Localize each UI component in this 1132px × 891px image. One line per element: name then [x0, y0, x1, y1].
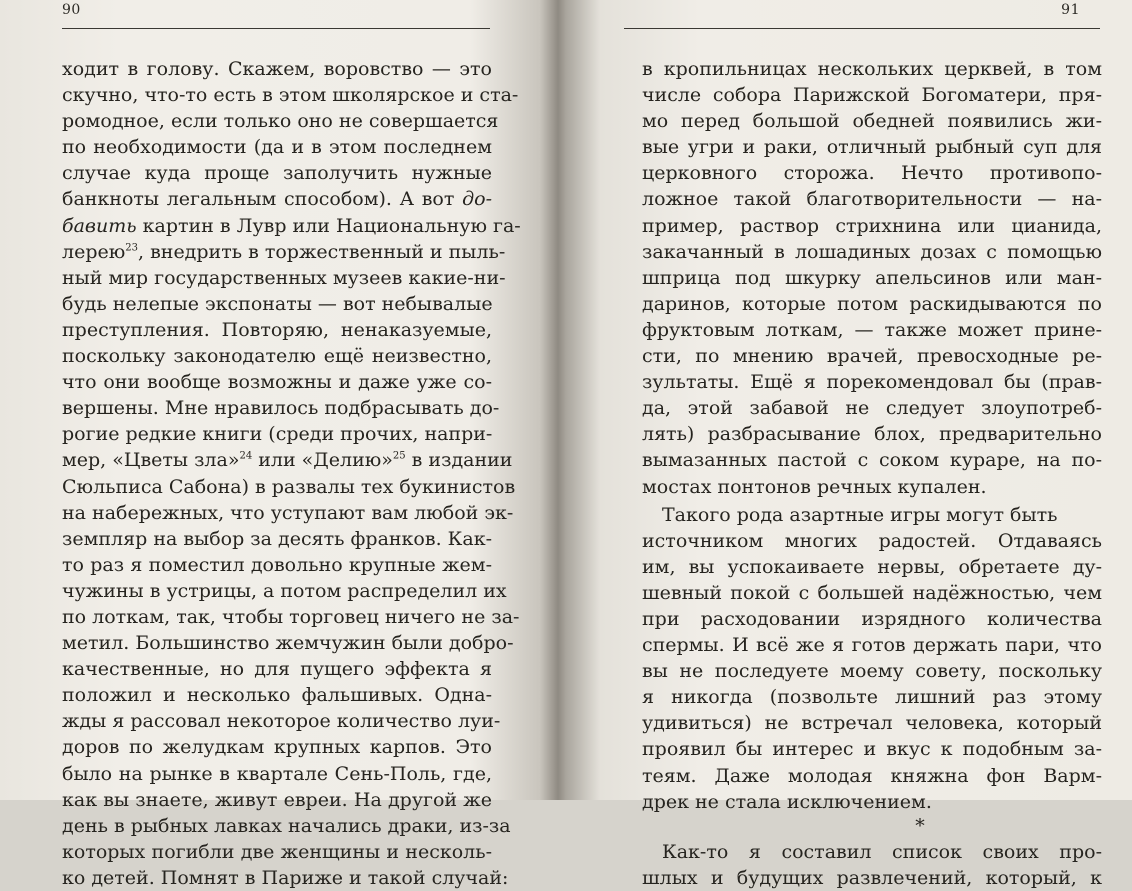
text-line: шевный покой с большей надёжностью, чем	[642, 581, 1102, 604]
text-line: сти, по мнению врачей, превосходные ре-	[642, 345, 1102, 368]
text-line: будь нелепые экспонаты — вот небывалые	[62, 292, 493, 315]
text-line: доров по желудкам крупных карпов. Это	[62, 736, 492, 759]
text-line-with-footnote	[62, 239, 506, 265]
text-line: положил и несколько фальшивых. Однa-	[62, 684, 492, 707]
footnote-ref[interactable]: 23	[125, 242, 138, 254]
text-line: в кропильницах нескольких церквей, в том	[642, 58, 1102, 80]
text-line: качественные, но для пущего эффекта я	[62, 658, 492, 681]
section-separator: *	[915, 814, 925, 837]
right-page	[566, 0, 1132, 889]
text-segment: банкноты легальным способом). А вот	[62, 188, 455, 211]
text-line: я никогда (позвольте лишний раз этому	[642, 686, 1102, 709]
text-segment: лерею	[62, 240, 126, 263]
text-line: да, этой забавой не следует злоупотреб-	[642, 397, 1102, 420]
text-line: вершены. Мне нравилось подбрасывать до-	[62, 397, 500, 420]
text-line: Сюльписа Сабона) в развалы тех букинистов	[62, 475, 516, 498]
text-line: на набережных, что уступают вам любой эк-	[62, 501, 514, 524]
text-line: закачанный в лошадиных дозах с помощью	[642, 240, 1102, 263]
text-line: вы не последуете моему совету, поскольку	[642, 660, 1102, 683]
text-line: зультаты. Ещё я порекомендовал бы (прав-	[642, 371, 1102, 394]
text-line: спермы. И всё же я готов держать пари, что	[642, 634, 1102, 657]
text-line: поскольку законодателю ещё неизвестно,	[62, 345, 492, 368]
text-line: вымазанных пастой с соком кураре, на по-	[642, 449, 1102, 472]
header-rule-left	[62, 28, 490, 29]
text-line: по лоткам, так, чтобы торговец ничего не за-	[62, 605, 520, 628]
text-line: даринов, которые потом раскидываются по	[642, 292, 1102, 315]
footnote-ref[interactable]: 24	[239, 451, 253, 463]
text-segment: картин в Лувр или Национальную га-	[136, 214, 521, 237]
text-line: вые угри и раки, отличный рыбный суп для	[642, 136, 1102, 159]
left-page-text	[62, 56, 521, 891]
emphasized-word: бавить	[62, 214, 137, 237]
text-line: источником многих радостей. Отдаваясь	[642, 529, 1102, 552]
text-line: им, вы успокаиваете нервы, обретаете ду-	[642, 555, 1102, 578]
paragraph-last-line: дрек не стала исключением.	[642, 790, 932, 813]
text-line-with-emphasis	[62, 186, 492, 212]
text-line: ромодное, если только оно не совершается	[62, 110, 499, 133]
text-line: жды я рассовал некоторое количество луи-	[62, 710, 501, 733]
paragraph-first-line: Такого рода азартные игры могут быть	[662, 503, 1058, 526]
text-line: удивиться) не встречал человека, который	[642, 712, 1102, 735]
text-line: теям. Даже молодая княжна фон Варм-	[642, 764, 1102, 787]
text-segment: или «Делию»	[252, 449, 393, 472]
text-line: шлых и будущих развлечений, который, к	[642, 866, 1102, 889]
text-line: что они вообще возможны и даже уже со-	[62, 371, 492, 394]
text-line: скучно, что-то есть в этом школярское и ста-	[62, 84, 519, 107]
text-line: преступления. Повторяю, ненаказуемые,	[62, 318, 492, 341]
footnote-ref[interactable]: 25	[392, 451, 406, 463]
text-line: чужины в устрицы, а потом распределил их	[62, 579, 507, 602]
text-line: земпляр на выбор за десять франков. Как-	[62, 527, 492, 550]
page-number-right: 91	[1061, 2, 1080, 18]
text-segment: в издании	[405, 449, 513, 472]
text-line: рогие редкие книги (среди прочих, напри-	[62, 423, 493, 446]
text-line: ко детей. Помнят в Париже и такой случай:	[62, 866, 509, 889]
text-line: фруктовым лоткам, — также может прине-	[642, 318, 1102, 341]
text-line: то раз я поместил довольно крупные жем-	[62, 553, 492, 576]
text-line: ный мир государственных музеев какие-ни-	[62, 266, 506, 289]
text-line: лять) разбрасывание блох, предварительно	[642, 423, 1102, 446]
text-line: пример, раствор стрихнина или цианида,	[642, 214, 1102, 237]
text-line: церковного сторожа. Нечто противопо-	[642, 162, 1102, 185]
left-page	[0, 0, 545, 889]
text-line: шприца под шкурку апельсинов или ман-	[642, 266, 1102, 289]
emphasized-word: до-	[462, 188, 492, 211]
text-line: как вы знаете, живут евреи. На другой же	[62, 788, 492, 811]
header-rule-right	[624, 28, 1100, 29]
text-line: метил. Большинство жемчужин были добро-	[62, 632, 514, 655]
text-line: мо перед большой обедней появились жи-	[642, 110, 1102, 133]
text-line: день в рыбных лавках начались драки, из-за	[62, 814, 511, 837]
right-page-text	[642, 56, 1102, 891]
text-line: ложное такой благотворительности — на-	[642, 188, 1102, 211]
text-line-with-emphasis	[62, 213, 521, 239]
text-line: проявил бы интерес и вкус к подобным за-	[642, 738, 1102, 761]
text-line: которых погибли две женщины и несколь-	[62, 840, 492, 863]
text-line: было на рынке в квартале Сень-Поль, где,	[62, 762, 492, 785]
text-segment: , внедрить в торжественный и пыль-	[138, 240, 506, 263]
page-number-left: 90	[62, 2, 81, 18]
text-line: по необходимости (да и в этом последнем	[62, 136, 492, 159]
paragraph-last-line: мостах понтонов речных купален.	[642, 475, 987, 498]
paragraph-first-line: Как-то я составил список своих про-	[662, 840, 1102, 863]
text-line: случае куда проще заполучить нужные	[62, 162, 492, 185]
text-line-with-footnote	[62, 447, 513, 473]
text-line: ходит в голову. Скажем, воровство — это	[62, 58, 492, 80]
text-line: при расходовании изрядного количества	[642, 607, 1102, 630]
text-segment: мер, «Цветы зла»	[62, 449, 240, 472]
text-line: числе собора Парижской Богоматери, пря-	[642, 84, 1102, 107]
